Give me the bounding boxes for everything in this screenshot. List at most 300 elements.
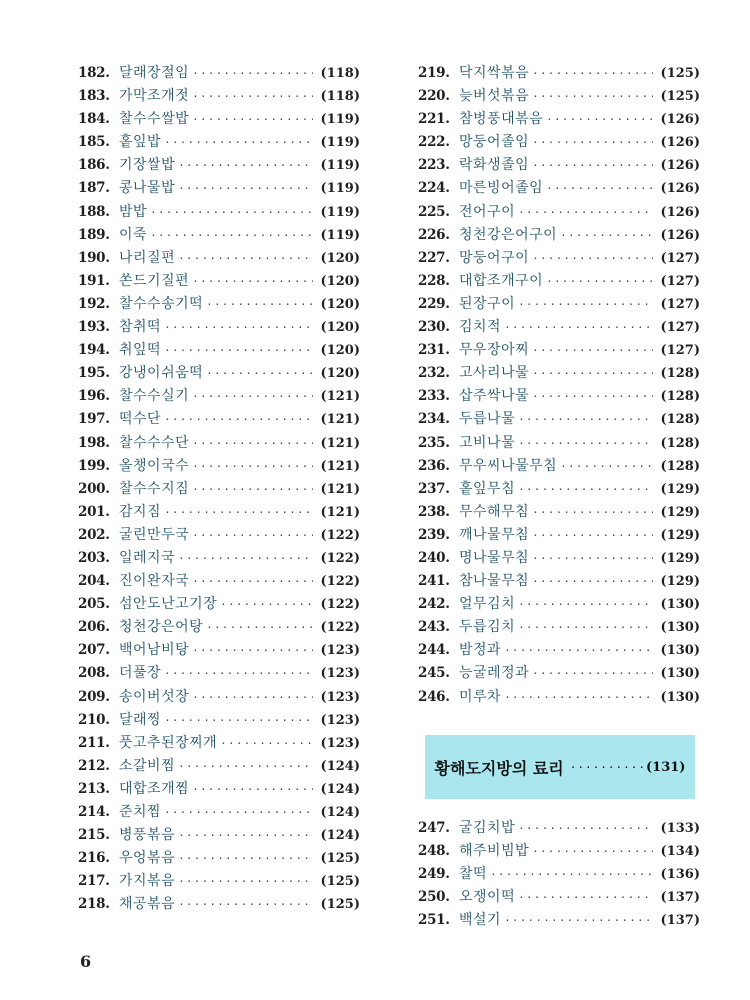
toc-entry-number: 203.	[78, 549, 110, 566]
toc-entry-number: 246.	[418, 688, 450, 705]
toc-leader-dots	[518, 432, 653, 455]
toc-entry[interactable]	[78, 432, 360, 455]
toc-entry-number: 241.	[418, 573, 450, 590]
toc-entry-title: 망둥어구이	[459, 249, 530, 266]
toc-entry[interactable]	[78, 247, 360, 270]
toc-leader-dots	[532, 85, 653, 108]
toc-entry-title: 콩나물밥	[119, 180, 176, 197]
toc-entry-title: 대합조개구이	[459, 272, 544, 289]
toc-entry-page: (123)	[320, 712, 360, 728]
toc-entry-number: 211.	[78, 734, 110, 751]
toc-entry-page: (119)	[320, 135, 360, 151]
toc-entry-number: 250.	[418, 889, 450, 906]
toc-entry-title: 두릅김치	[459, 619, 516, 636]
toc-entry[interactable]	[418, 85, 700, 108]
toc-entry-number: 188.	[78, 203, 110, 220]
toc-entry-number: 231.	[418, 342, 450, 359]
toc-entry[interactable]	[78, 778, 360, 801]
toc-leader-dots	[504, 316, 653, 339]
toc-entry[interactable]	[78, 524, 360, 547]
toc-entry-title: 고사리나물	[459, 365, 530, 382]
toc-entry-title: 준치찜	[119, 804, 162, 820]
toc-entry[interactable]	[418, 339, 700, 362]
toc-entry-number: 182.	[78, 65, 110, 81]
toc-entry[interactable]	[78, 108, 360, 131]
toc-entry-title: 우엉볶음	[119, 850, 176, 867]
toc-leader-dots	[150, 201, 313, 224]
toc-entry-number: 218.	[78, 896, 110, 913]
toc-leader-dots	[164, 408, 313, 431]
toc-entry-title: 무수해무침	[459, 503, 530, 520]
toc-entry-page: (129)	[660, 504, 700, 520]
toc-entry[interactable]	[78, 893, 360, 916]
toc-entry-number: 199.	[78, 457, 110, 474]
toc-entry-title: 굴린만두국	[119, 526, 190, 543]
toc-entry-page: (126)	[660, 204, 700, 220]
toc-entry-title: 밤정과	[459, 642, 502, 659]
toc-entry-title: 락화생졸임	[459, 157, 530, 174]
toc-entry-page: (130)	[660, 666, 700, 682]
toc-leader-dots	[192, 524, 313, 547]
toc-entry-title: 청천강은어탕	[119, 619, 204, 636]
toc-entry[interactable]	[78, 662, 360, 685]
toc-leader-dots	[164, 709, 313, 732]
toc-leader-dots	[192, 639, 313, 662]
toc-leader-dots	[518, 817, 653, 840]
toc-entry[interactable]	[418, 293, 700, 316]
toc-entry[interactable]	[78, 362, 360, 385]
toc-entry[interactable]	[78, 154, 360, 177]
toc-leader-dots	[192, 478, 313, 501]
toc-leader-dots	[532, 840, 653, 863]
toc-entry-number: 217.	[78, 873, 110, 890]
toc-entry-page: (137)	[660, 913, 700, 929]
toc-entry-number: 190.	[78, 249, 110, 266]
toc-entry[interactable]	[78, 339, 360, 362]
toc-entry-page: (129)	[660, 527, 700, 543]
toc-entry[interactable]	[78, 547, 360, 570]
toc-entry-title: 달래찡	[119, 711, 162, 728]
toc-entry-title: 삽주싹나물	[459, 388, 530, 405]
toc-entry-title: 명나물무침	[459, 549, 530, 566]
toc-entry-title: 달래장절임	[119, 65, 190, 81]
toc-entry-number: 210.	[78, 711, 110, 728]
toc-leader-dots	[560, 455, 653, 478]
toc-entry[interactable]	[78, 455, 360, 478]
toc-entry-page: (122)	[320, 527, 360, 543]
toc-entry[interactable]	[418, 570, 700, 593]
toc-entry[interactable]	[418, 478, 700, 501]
toc-entry-page: (118)	[320, 89, 360, 105]
toc-entry[interactable]	[418, 863, 700, 886]
toc-leader-dots	[490, 863, 653, 886]
toc-leader-dots	[164, 131, 313, 154]
toc-entry-title: 두릅나물	[459, 411, 516, 428]
toc-entry[interactable]	[418, 247, 700, 270]
toc-entry[interactable]	[418, 408, 700, 431]
toc-entry-number: 222.	[418, 134, 450, 151]
toc-entry-page: (119)	[320, 158, 360, 174]
toc-entry[interactable]	[78, 131, 360, 154]
toc-leader-dots	[532, 154, 653, 177]
toc-entry[interactable]	[78, 686, 360, 709]
toc-entry-page: (124)	[320, 805, 360, 820]
toc-entry-number: 228.	[418, 272, 450, 289]
toc-entry-page: (127)	[660, 273, 700, 289]
toc-entry-title: 청천강은어구이	[459, 226, 558, 243]
toc-leader-dots	[518, 293, 653, 316]
toc-entry[interactable]	[418, 662, 700, 685]
toc-entry-page: (128)	[660, 412, 700, 428]
toc-leader-dots	[518, 593, 653, 616]
toc-leader-dots	[164, 662, 313, 685]
toc-entry[interactable]	[418, 154, 700, 177]
toc-entry-page: (120)	[320, 273, 360, 289]
toc-entry-number: 239.	[418, 526, 450, 543]
toc-entry-title: 이죽	[119, 226, 148, 243]
page-number: 6	[80, 952, 92, 971]
toc-entry[interactable]	[418, 909, 700, 932]
toc-entry-number: 220.	[418, 88, 450, 105]
toc-entry-number: 226.	[418, 226, 450, 243]
toc-entry-title: 감지짐	[119, 503, 162, 520]
toc-entry-number: 212.	[78, 757, 110, 774]
toc-entry[interactable]	[78, 85, 360, 108]
toc-entry-number: 192.	[78, 295, 110, 312]
toc-entry-number: 230.	[418, 319, 450, 336]
toc-entry-page: (128)	[660, 366, 700, 382]
toc-entry-title: 찰수수지짐	[119, 480, 190, 497]
toc-entry-number: 244.	[418, 642, 450, 659]
toc-entry[interactable]	[78, 501, 360, 524]
toc-entry-number: 227.	[418, 249, 450, 266]
toc-entry[interactable]	[78, 316, 360, 339]
toc-entry-title: 떡수단	[119, 411, 162, 428]
toc-entry[interactable]	[418, 177, 700, 200]
toc-entry-title: 가지볶음	[119, 873, 176, 890]
toc-entry[interactable]	[78, 755, 360, 778]
toc-entry[interactable]	[418, 817, 700, 840]
toc-entry[interactable]	[418, 270, 700, 293]
toc-entry-page: (127)	[660, 296, 700, 312]
toc-entry-number: 238.	[418, 503, 450, 520]
toc-entry-title: 찰수수실기	[119, 388, 190, 405]
toc-entry[interactable]	[418, 501, 700, 524]
toc-entry-page: (123)	[320, 666, 360, 682]
toc-entry-title: 마른빙어졸임	[459, 180, 544, 197]
toc-leader-dots	[164, 316, 313, 339]
toc-entry-number: 235.	[418, 434, 450, 451]
toc-entry-number: 233.	[418, 388, 450, 405]
toc-leader-dots	[178, 247, 313, 270]
toc-entry[interactable]	[78, 570, 360, 593]
toc-entry[interactable]	[418, 362, 700, 385]
toc-entry-number: 221.	[418, 111, 450, 128]
toc-entry-number: 224.	[418, 180, 450, 197]
toc-entry[interactable]	[78, 177, 360, 200]
toc-entry[interactable]	[78, 801, 360, 824]
toc-entry[interactable]	[418, 108, 700, 131]
toc-entry-page: (127)	[660, 343, 700, 359]
toc-entry-page: (130)	[660, 689, 700, 705]
toc-entry[interactable]	[418, 593, 700, 616]
toc-entry-title: 오쟁이떡	[459, 889, 516, 906]
toc-entry-title: 홑잎무침	[459, 480, 516, 497]
toc-entry-number: 206.	[78, 619, 110, 636]
toc-entry[interactable]	[78, 870, 360, 893]
toc-entry-title: 전어구이	[459, 203, 516, 220]
toc-entry-number: 234.	[418, 411, 450, 428]
toc-entry-title: 대합조개찜	[119, 780, 190, 797]
toc-entry-page: (125)	[320, 874, 360, 890]
toc-entry-title: 송이버섯장	[119, 688, 190, 705]
toc-leader-dots	[518, 201, 653, 224]
toc-entry-number: 249.	[418, 866, 450, 883]
right-toc-column-lower	[418, 817, 700, 932]
toc-entry-number: 215.	[78, 827, 110, 844]
toc-entry[interactable]	[418, 524, 700, 547]
toc-entry-page: (129)	[660, 550, 700, 566]
left-toc-column	[78, 62, 360, 916]
toc-entry-number: 200.	[78, 480, 110, 497]
toc-entry[interactable]	[78, 385, 360, 408]
toc-entry-number: 240.	[418, 549, 450, 566]
toc-entry-page: (123)	[320, 643, 360, 659]
toc-entry-page: (125)	[660, 66, 700, 81]
toc-entry-title: 취잎떡	[119, 342, 162, 359]
toc-leader-dots	[164, 501, 313, 524]
toc-entry-number: 209.	[78, 688, 110, 705]
toc-entry[interactable]	[418, 616, 700, 639]
toc-entry-page: (121)	[320, 435, 360, 451]
toc-entry-page: (122)	[320, 597, 360, 613]
toc-entry[interactable]	[418, 455, 700, 478]
toc-entry[interactable]	[78, 224, 360, 247]
toc-leader-dots	[178, 547, 313, 570]
toc-entry-number: 248.	[418, 843, 450, 860]
toc-entry-title: 망둥어졸임	[459, 134, 530, 151]
toc-entry-number: 194.	[78, 342, 110, 359]
toc-entry-title: 나리질편	[119, 249, 176, 266]
toc-entry-page: (119)	[320, 227, 360, 243]
toc-entry-page: (123)	[320, 735, 360, 751]
toc-entry-number: 204.	[78, 573, 110, 590]
toc-entry[interactable]	[78, 639, 360, 662]
toc-leader-dots	[532, 570, 653, 593]
toc-entry-number: 185.	[78, 134, 110, 151]
toc-leader-dots	[546, 108, 653, 131]
toc-leader-dots	[518, 408, 653, 431]
toc-entry-page: (122)	[320, 574, 360, 590]
toc-entry-title: 소갈비찜	[119, 757, 176, 774]
toc-entry[interactable]	[418, 316, 700, 339]
toc-entry-page: (121)	[320, 458, 360, 474]
toc-entry-page: (130)	[660, 643, 700, 659]
toc-entry-page: (124)	[320, 781, 360, 797]
toc-entry-title: 해주비빔밥	[459, 843, 530, 860]
toc-entry-number: 207.	[78, 642, 110, 659]
toc-entry[interactable]	[418, 385, 700, 408]
toc-entry-title: 백설기	[459, 912, 502, 929]
toc-entry-title: 강냉이쉬움떡	[119, 365, 204, 382]
toc-entry-page: (127)	[660, 250, 700, 266]
toc-leader-dots	[546, 270, 653, 293]
toc-leader-dots	[178, 847, 313, 870]
toc-entry-title: 올챙이국수	[119, 457, 190, 474]
toc-leader-dots	[164, 801, 313, 824]
toc-leader-dots	[206, 616, 313, 639]
toc-entry-page: (136)	[660, 867, 700, 883]
toc-entry[interactable]	[78, 616, 360, 639]
toc-leader-dots	[192, 432, 313, 455]
toc-entry-page: (121)	[320, 412, 360, 428]
toc-entry-number: 229.	[418, 295, 450, 312]
toc-entry-title: 홑잎밥	[119, 134, 162, 151]
toc-entry-number: 237.	[418, 480, 450, 497]
toc-leader-dots	[192, 570, 313, 593]
toc-leader-dots	[532, 362, 653, 385]
toc-leader-dots	[178, 824, 313, 847]
toc-entry-number: 243.	[418, 619, 450, 636]
toc-entry-title: 무우씨나물무침	[459, 457, 558, 474]
toc-leader-dots	[178, 893, 313, 916]
toc-entry[interactable]	[78, 824, 360, 847]
toc-leader-dots	[546, 177, 653, 200]
toc-leader-dots	[518, 478, 653, 501]
toc-entry-page: (137)	[660, 890, 700, 906]
toc-entry-page: (118)	[320, 66, 360, 81]
toc-leader-dots	[192, 85, 313, 108]
toc-entry[interactable]	[418, 131, 700, 154]
toc-entry-title: 채공볶음	[119, 896, 176, 913]
toc-entry[interactable]	[418, 686, 700, 709]
toc-entry-page: (129)	[660, 574, 700, 590]
section-banner-leader-dots: ··········	[569, 760, 646, 774]
toc-entry-title: 섬안도난고기장	[119, 596, 218, 613]
toc-leader-dots	[206, 293, 313, 316]
toc-entry-number: 242.	[418, 596, 450, 613]
toc-entry[interactable]	[418, 639, 700, 662]
toc-entry-title: 더풀장	[119, 665, 162, 682]
toc-entry-number: 216.	[78, 850, 110, 867]
toc-leader-dots	[178, 154, 313, 177]
toc-entry-number: 214.	[78, 804, 110, 820]
toc-entry[interactable]	[418, 432, 700, 455]
toc-entry[interactable]	[78, 709, 360, 732]
toc-entry-page: (126)	[660, 112, 700, 128]
toc-leader-dots	[192, 108, 313, 131]
toc-leader-dots	[518, 886, 653, 909]
toc-entry-title: 풋고추된장찌개	[119, 734, 218, 751]
toc-entry-page: (121)	[320, 481, 360, 497]
toc-entry-page: (128)	[660, 389, 700, 405]
toc-entry[interactable]	[78, 732, 360, 755]
section-banner-page: (131)	[646, 759, 686, 775]
toc-entry-number: 196.	[78, 388, 110, 405]
toc-leader-dots	[220, 593, 313, 616]
toc-entry-number: 195.	[78, 365, 110, 382]
toc-leader-dots	[178, 870, 313, 893]
toc-entry-number: 225.	[418, 203, 450, 220]
toc-entry-number: 197.	[78, 411, 110, 428]
toc-entry-title: 쏜드기질편	[119, 272, 190, 289]
toc-entry-number: 191.	[78, 272, 110, 289]
toc-entry[interactable]	[78, 408, 360, 431]
toc-entry-title: 늦버섯볶음	[459, 88, 530, 105]
toc-entry-number: 223.	[418, 157, 450, 174]
toc-entry-page: (129)	[660, 481, 700, 497]
toc-leader-dots	[532, 339, 653, 362]
toc-entry[interactable]	[78, 270, 360, 293]
toc-entry-title: 미루차	[459, 688, 502, 705]
toc-entry-title: 굴김치밥	[459, 820, 516, 836]
toc-entry-page: (128)	[660, 458, 700, 474]
toc-leader-dots	[532, 131, 653, 154]
toc-entry-title: 밤밥	[119, 203, 148, 220]
toc-leader-dots	[192, 455, 313, 478]
toc-entry-page: (125)	[320, 897, 360, 913]
toc-entry-page: (121)	[320, 504, 360, 520]
toc-entry-page: (133)	[660, 821, 700, 836]
toc-entry-title: 가막조개젓	[119, 88, 190, 105]
toc-entry[interactable]	[78, 478, 360, 501]
toc-entry[interactable]	[418, 224, 700, 247]
toc-entry-title: 찰수수쌀밥	[119, 111, 190, 128]
toc-leader-dots	[220, 732, 313, 755]
toc-entry-title: 얼무김치	[459, 596, 516, 613]
toc-entry-number: 247.	[418, 820, 450, 836]
toc-leader-dots	[178, 177, 313, 200]
toc-entry-title: 김치적	[459, 319, 502, 336]
toc-entry[interactable]	[78, 201, 360, 224]
toc-entry-page: (120)	[320, 320, 360, 336]
toc-entry-number: 198.	[78, 434, 110, 451]
toc-entry-number: 202.	[78, 526, 110, 543]
toc-entry[interactable]	[78, 593, 360, 616]
toc-entry[interactable]	[418, 886, 700, 909]
toc-entry-number: 184.	[78, 111, 110, 128]
toc-entry-number: 201.	[78, 503, 110, 520]
toc-entry-number: 236.	[418, 457, 450, 474]
toc-leader-dots	[192, 778, 313, 801]
section-banner[interactable]	[425, 735, 695, 799]
toc-entry-number: 186.	[78, 157, 110, 174]
toc-entry[interactable]	[418, 840, 700, 863]
toc-entry-page: (124)	[320, 758, 360, 774]
toc-entry[interactable]	[78, 847, 360, 870]
toc-entry[interactable]	[418, 201, 700, 224]
toc-entry-title: 깨나물무침	[459, 526, 530, 543]
toc-leader-dots	[518, 616, 653, 639]
toc-entry-page: (126)	[660, 135, 700, 151]
toc-entry-number: 189.	[78, 226, 110, 243]
toc-entry-title: 된장구이	[459, 295, 516, 312]
toc-leader-dots	[192, 385, 313, 408]
toc-leader-dots	[504, 909, 653, 932]
toc-entry[interactable]	[418, 62, 700, 85]
toc-entry[interactable]	[418, 547, 700, 570]
toc-entry-title: 참취떡	[119, 319, 162, 336]
toc-entry[interactable]	[78, 293, 360, 316]
toc-entry-title: 찰수수송기떡	[119, 295, 204, 312]
toc-entry-title: 참벙풍대볶음	[459, 111, 544, 128]
toc-entry-number: 183.	[78, 88, 110, 105]
toc-leader-dots	[178, 755, 313, 778]
toc-leader-dots	[532, 524, 653, 547]
toc-entry-page: (119)	[320, 181, 360, 197]
toc-entry[interactable]	[78, 62, 360, 85]
section-banner-title: 황해도지방의 료리	[434, 758, 564, 778]
